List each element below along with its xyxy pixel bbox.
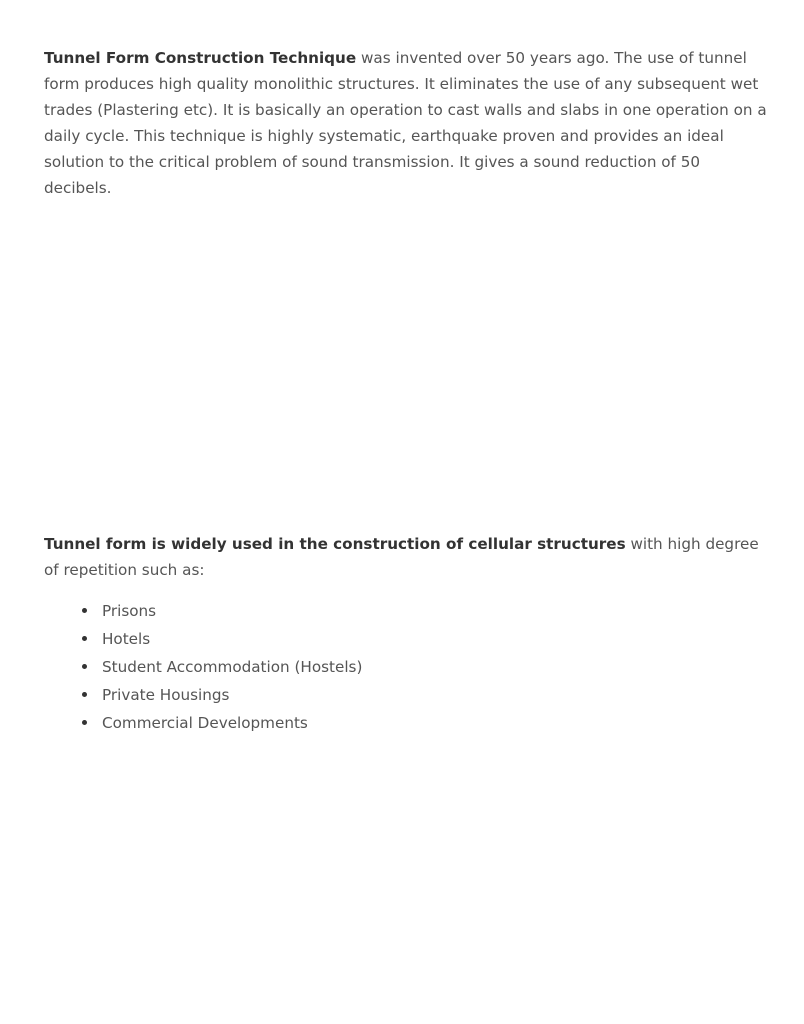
intro-paragraph bbox=[44, 45, 804, 201]
list-item bbox=[102, 597, 362, 625]
usage-paragraph bbox=[44, 531, 804, 583]
intro-line-1 bbox=[44, 45, 804, 71]
list-item-label: Student Accommodation (Hostels) bbox=[102, 658, 363, 676]
list-item-label: Hotels bbox=[102, 630, 151, 648]
list-item-label: Prisons bbox=[102, 602, 157, 620]
intro-line-6: decibels. bbox=[44, 179, 112, 197]
list-item bbox=[102, 681, 362, 709]
intro-line-5: solution to the critical problem of sound transmission. It gives a sound reduction of 50 bbox=[44, 153, 701, 171]
bullet-icon bbox=[82, 720, 87, 725]
intro-line-3: trades (Plastering etc). It is basically an operation to cast walls and slabs in one operation on a bbox=[44, 101, 767, 119]
list-item-label: Commercial Developments bbox=[102, 714, 308, 732]
intro-line-4: daily cycle. This technique is highly systematic, earthquake proven and provides an ideal bbox=[44, 127, 724, 145]
bullet-icon bbox=[82, 608, 87, 613]
bullet-icon bbox=[82, 664, 87, 669]
bullet-icon bbox=[82, 692, 87, 697]
bullet-icon bbox=[82, 636, 87, 641]
list-item-label: Private Housings bbox=[102, 686, 230, 704]
uses-list bbox=[102, 597, 362, 737]
intro-lead-bold: Tunnel Form Construction Technique bbox=[44, 49, 357, 67]
usage-line-1-text: with high degree bbox=[625, 535, 759, 553]
intro-paragraph-block bbox=[44, 45, 767, 205]
list-item bbox=[102, 625, 362, 653]
usage-line-2: of repetition such as: bbox=[44, 561, 205, 579]
list-item bbox=[102, 653, 362, 681]
intro-line-1-text: was invented over 50 years ago. The use of tunnel bbox=[356, 49, 747, 67]
usage-paragraph-block bbox=[44, 531, 759, 587]
usage-line-1 bbox=[44, 531, 804, 557]
intro-line-2: form produces high quality monolithic structures. It eliminates the use of any subsequent wet bbox=[44, 75, 759, 93]
list-item bbox=[102, 709, 362, 737]
usage-lead-bold: Tunnel form is widely used in the construction of cellular structures bbox=[44, 535, 626, 553]
